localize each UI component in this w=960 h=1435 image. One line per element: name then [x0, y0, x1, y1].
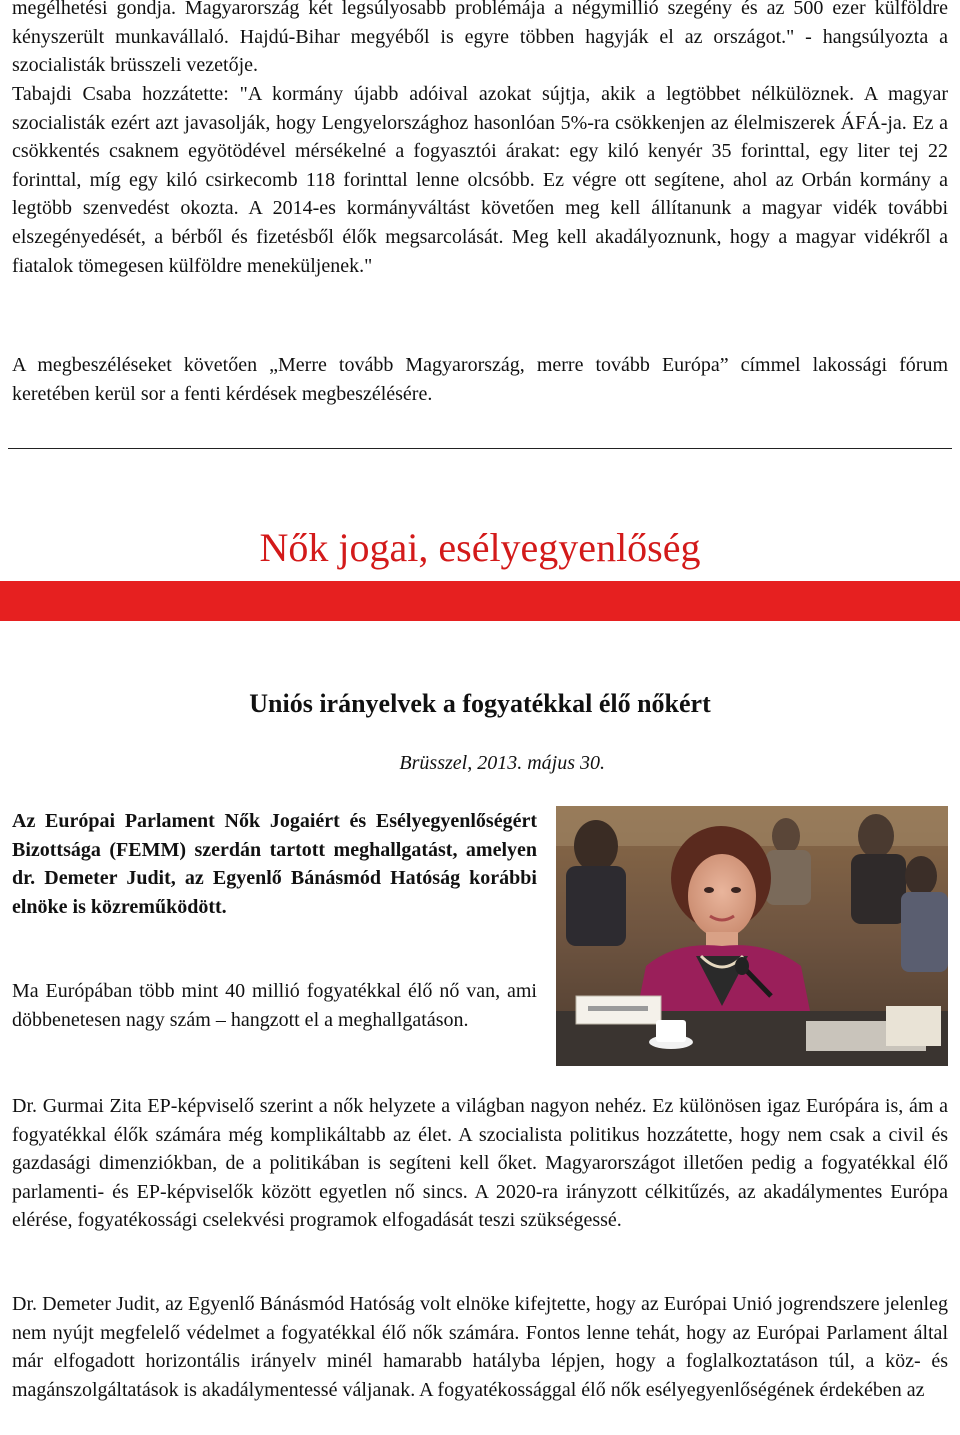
article-photo: [556, 806, 948, 1066]
section-red-band: [0, 581, 960, 621]
intro-paragraph-1: megélhetési gondja. Magyarország két legsúlyosabb problémája a négymillió szegény és az 500 ezer külföldre kényszerült munkavállaló. Hajdú-Bihar megyéből is egyre többen hagyják el az országot." - hangsúlyozta a szocialisták brüsszeli vezetője.: [12, 0, 948, 77]
forum-paragraph: A megbeszéléseket követően „Merre tovább Magyarország, merre tovább Európa” címmel lakossági fórum keretében kerül sor a fenti kérdések megbeszélésére.: [12, 354, 948, 405]
section-title: Nők jogai, esélyegyenlőség: [259, 525, 701, 570]
article-paragraph-1: Ma Európában több mint 40 millió fogyatékkal élő nő van, ami döbbenetesen nagy szám – hangzott el a meghallgatáson.: [12, 980, 537, 1031]
article-paragraph-2: Dr. Gurmai Zita EP-képviselő szerint a nők helyzete a világban nagyon nehéz. Ez különösen igaz Európára is, ám a fogyatékkal élők számára még komplikáltabb az élet. A szocialista politikus hozzátette, hogy nem csak a civil és gazdasági dimenziókban, de a politikában is segíteni kell őket. Magyarországot illetően pedig a fogyatékkal élő parlamenti- és EP-képviselők között egyetlen nő sincs. A 2020-ra irányzott célkitűzés, az akadálymentes Európa elérése, fogyatékossági cselekvési programok elfogadását teszi szükségessé.: [12, 1095, 948, 1232]
photo-illustration: [556, 806, 948, 1066]
article-dateline: Brüsszel, 2013. május 30.: [399, 752, 605, 774]
article-lead: Az Európai Parlament Nők Jogaiért és Esélyegyenlőségért Bizottsága (FEMM) szerdán tartott meghallgatást, amelyen dr. Demeter Judit, az Egyenlő Bánásmód Hatóság korábbi elnöke is közreműködött.: [12, 810, 537, 918]
article-paragraph-3: Dr. Demeter Judit, az Egyenlő Bánásmód Hatóság volt elnöke kifejtette, hogy az Európai Unió jogrendszere jelenleg nem nyújt megfelelő védelmet a fogyatékkal élő nők számára. Fontos lenne tehát, hogy az Európai Parlament által már elfogadott horizontális irányelv minél hamarabb hatályba lépjen, hogy a foglalkoztatáson túl, a köz- és magánszolgáltatások is akadálymentessé váljanak. A fogyatékossággal élő nők esélyegyenlőségének érdekében az: [12, 1293, 948, 1401]
article-title: Uniós irányelvek a fogyatékkal élő nőkért: [249, 689, 711, 718]
horizontal-rule: [8, 448, 952, 449]
intro-paragraph-2: Tabajdi Csaba hozzátette: "A kormány újabb adóival azokat sújtja, akik a legtöbbet nélkülöznek. A magyar szocialisták ezért azt javasolják, hogy Lengyelországhoz hasonlóan 5%-ra csökkenjen az élelmiszerek ÁFÁ-ja. Ez a csökkentés csaknem egyötödével mérsékelné a fogyasztói árakat: egy kiló kenyér 35 forinttal, egy liter tej 22 forinttal, míg egy kiló csirkecomb 118 forinttal lenne olcsóbb. Ez végre ott segítene, ahol az Orbán kormány a legtöbb szenvedést okozta. A 2014-es kormányváltást követően meg kell állítanunk a magyar vidék további elszegényedését, a bérből és fizetésből élők megsarcolását. Meg kell akadályoznunk, hogy a magyar vidékről a fiatalok tömegesen külföldre meneküljenek.": [12, 83, 948, 277]
